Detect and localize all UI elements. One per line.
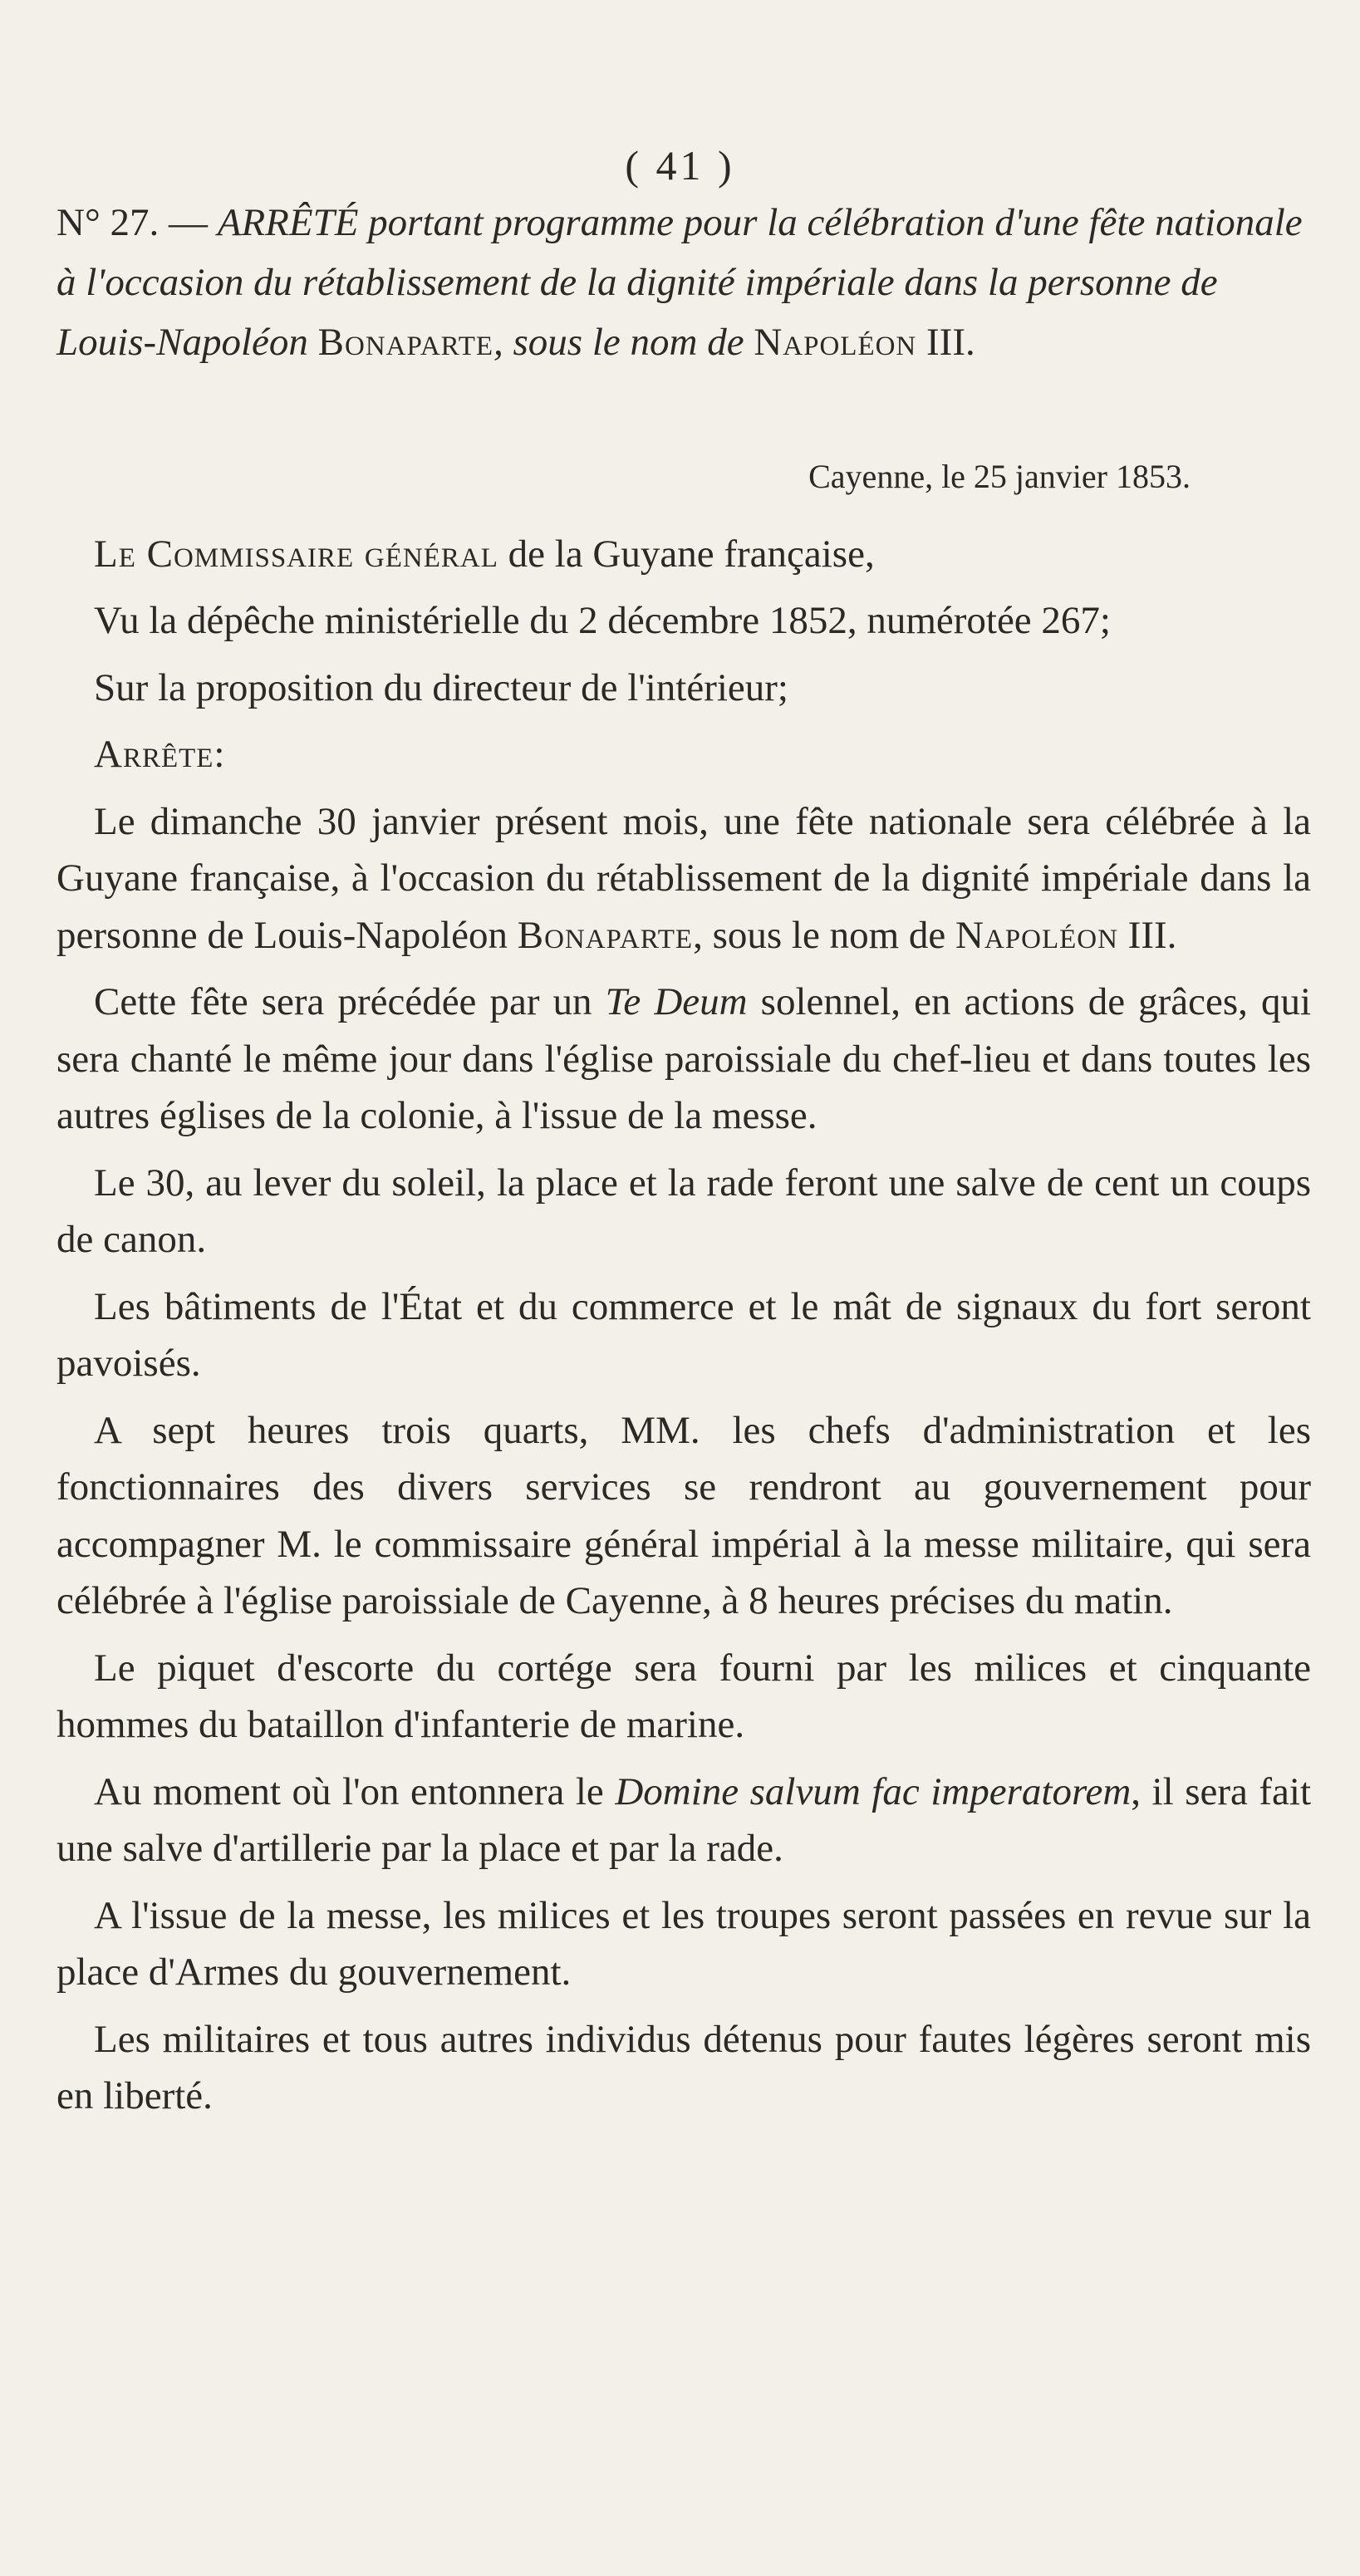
title-name: Napoléon: [754, 321, 917, 364]
page-number: ( 41 ): [625, 142, 735, 189]
p2-te-deum: Te Deum: [605, 980, 748, 1023]
heading-dash: —: [159, 201, 218, 244]
p7-domine-salvum: Domine salvum fac imperatorem: [615, 1769, 1132, 1813]
p1-name: Napoléon: [955, 913, 1118, 957]
article-paragraph-5: A sept heures trois quarts, MM. les chefs d'administration et les fonctionnaires des divers services se rendront au gouvernement pour accompagner M. le commissaire général impérial à la messe militaire, qui sera célébrée à l'église paroissiale de Cayenne, à 8 heures précises du matin.: [56, 1408, 1311, 1622]
document-heading: [56, 193, 1303, 372]
authority-title: Le Commissaire général: [94, 532, 498, 576]
article-paragraph-3: Le 30, au lever du soleil, la place et la rade feront une salve de cent un coups de canon.: [56, 1160, 1311, 1261]
authority-rest: de la Guyane française,: [498, 532, 875, 576]
article-paragraph-9: Les militaires et tous autres individus détenus pour fautes légères seront mis en liberté.: [56, 2017, 1311, 2117]
article-paragraph-8: A l'issue de la messe, les milices et les troupes seront passées en revue sur la place d'Armes du gouvernement.: [56, 1893, 1311, 1994]
title-ordinal: III.: [926, 321, 975, 364]
preamble-vu: Vu la dépêche ministérielle du 2 décembre 1852, numérotée 267;: [94, 599, 1111, 642]
arrete-label: Arrête:: [94, 733, 226, 776]
article-paragraph-1: [56, 793, 1311, 964]
p2-text-b: solennel, en actions de grâces, qui sera chanté le même jour dans l'église paroissiale du chef-lieu et dans toutes les autres églises de la colonie, à l'issue de la messe.: [56, 980, 1312, 1137]
p1-text-a: Le dimanche 30 janvier présent mois, une fête nationale sera célébrée à la Guyane française, à l'occasion du rétablissement de la dignité impériale dans la personne de Louis-Napoléon: [56, 799, 1311, 957]
p7-text-b: , il sera fait une salve d'artillerie par la place et par la rade.: [56, 1769, 1311, 1870]
title-surname: Bonaparte: [317, 321, 494, 364]
preamble-authority: [56, 526, 1311, 583]
p1-text-b: , sous le nom de: [693, 913, 955, 957]
article-paragraph-4: Les bâtiments de l'État et du commerce et le mât de signaux du fort seront pavoisés.: [56, 1284, 1311, 1385]
p1-surname: Bonaparte: [517, 913, 694, 957]
document-body: [56, 449, 1311, 2135]
article-paragraph-6: Le piquet d'escorte du cortége sera fourni par les milices et cinquante hommes du bataillon d'infanterie de marine.: [56, 1646, 1311, 1746]
article-paragraph-7: [56, 1764, 1311, 1877]
p2-text-a: Cette fête sera précédée par un: [94, 980, 606, 1023]
article-paragraph-2: [56, 974, 1311, 1145]
dateline: Cayenne, le 25 janvier 1853.: [808, 458, 1191, 495]
decree-number: N° 27.: [56, 201, 160, 244]
p7-text-a: Au moment où l'on entonnera le: [94, 1769, 616, 1813]
title-mid: , sous le nom de: [493, 321, 744, 364]
p1-text-c: III.: [1117, 913, 1177, 957]
preamble-sur: Sur la proposition du directeur de l'intérieur;: [94, 665, 788, 709]
decree-title: ARRÊTÉ portant programme pour la célébration d'une fête nationale à l'occasion du rétablissement de la dignité impériale dans la personne de Louis-Napoléon: [56, 201, 1303, 364]
